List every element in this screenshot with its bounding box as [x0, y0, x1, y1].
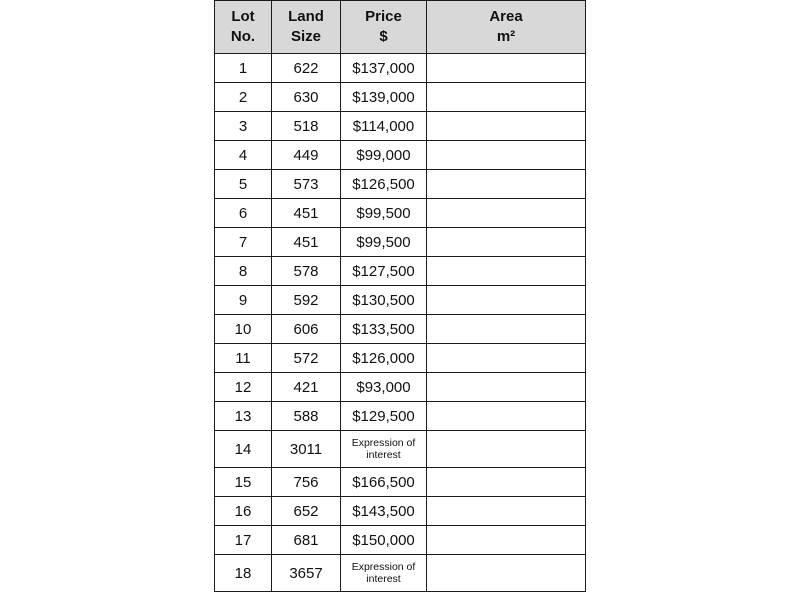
lot-number-cell: 14	[215, 431, 272, 468]
table-row	[215, 83, 586, 112]
land-size-cell: 681	[272, 526, 341, 555]
price-cell: $99,500	[341, 199, 427, 228]
price-cell: Expression of interest	[341, 555, 427, 592]
header-lot-no	[215, 1, 272, 54]
price-cell: $166,500	[341, 468, 427, 497]
land-size-cell: 578	[272, 257, 341, 286]
lot-number-cell: 2	[215, 83, 272, 112]
price-cell: $126,500	[341, 170, 427, 199]
area-cell	[427, 402, 586, 431]
table-row	[215, 373, 586, 402]
table-row	[215, 257, 586, 286]
price-cell: $133,500	[341, 315, 427, 344]
lot-number-cell: 8	[215, 257, 272, 286]
area-cell	[427, 199, 586, 228]
lot-number-cell: 16	[215, 497, 272, 526]
header-area-line1: Area	[489, 8, 523, 25]
area-cell	[427, 431, 586, 468]
lot-number-cell: 15	[215, 468, 272, 497]
land-size-cell: 3011	[272, 431, 341, 468]
area-cell	[427, 315, 586, 344]
price-cell: $130,500	[341, 286, 427, 315]
land-size-cell: 606	[272, 315, 341, 344]
header-row	[215, 1, 586, 54]
header-price-line1: Price	[365, 8, 402, 25]
header-land-line1: Land	[288, 8, 324, 25]
land-size-cell: 756	[272, 468, 341, 497]
area-cell	[427, 373, 586, 402]
area-cell	[427, 526, 586, 555]
header-land-line2: Size	[290, 28, 321, 45]
header-lot-line1: Lot	[231, 8, 255, 25]
land-size-cell: 630	[272, 83, 341, 112]
price-cell: $127,500	[341, 257, 427, 286]
lot-number-cell: 11	[215, 344, 272, 373]
area-cell	[427, 54, 586, 83]
table-body	[215, 54, 586, 592]
area-cell	[427, 555, 586, 592]
table-row	[215, 141, 586, 170]
lot-number-cell: 12	[215, 373, 272, 402]
area-cell	[427, 497, 586, 526]
price-cell: $99,500	[341, 228, 427, 257]
header-area-line2: m²	[496, 28, 516, 45]
price-cell: $114,000	[341, 112, 427, 141]
lot-number-cell: 18	[215, 555, 272, 592]
lot-number-cell: 6	[215, 199, 272, 228]
area-cell	[427, 112, 586, 141]
header-price-line2: $	[379, 28, 388, 45]
table-row	[215, 402, 586, 431]
table-row	[215, 228, 586, 257]
land-size-cell: 588	[272, 402, 341, 431]
land-size-cell: 451	[272, 228, 341, 257]
table-row	[215, 54, 586, 83]
table-row	[215, 431, 586, 468]
land-size-cell: 451	[272, 199, 341, 228]
price-cell: $139,000	[341, 83, 427, 112]
price-cell: $150,000	[341, 526, 427, 555]
table-row	[215, 112, 586, 141]
price-cell: Expression of interest	[341, 431, 427, 468]
land-size-cell: 652	[272, 497, 341, 526]
land-size-cell: 592	[272, 286, 341, 315]
header-price	[341, 1, 427, 54]
lot-number-cell: 4	[215, 141, 272, 170]
area-cell	[427, 344, 586, 373]
land-size-cell: 572	[272, 344, 341, 373]
lot-number-cell: 10	[215, 315, 272, 344]
price-cell: $129,500	[341, 402, 427, 431]
price-cell: $99,000	[341, 141, 427, 170]
lot-price-table-sheet	[214, 0, 585, 599]
header-lot-line2: No.	[230, 28, 256, 45]
lot-number-cell: 17	[215, 526, 272, 555]
lot-price-table	[214, 0, 586, 592]
lot-number-cell: 3	[215, 112, 272, 141]
header-land-size	[272, 1, 341, 54]
land-size-cell: 573	[272, 170, 341, 199]
lot-number-cell: 13	[215, 402, 272, 431]
table-row	[215, 497, 586, 526]
table-row	[215, 199, 586, 228]
area-cell	[427, 170, 586, 199]
header-area	[427, 1, 586, 54]
lot-number-cell: 9	[215, 286, 272, 315]
table-row	[215, 344, 586, 373]
lot-number-cell: 7	[215, 228, 272, 257]
land-size-cell: 518	[272, 112, 341, 141]
price-cell: $126,000	[341, 344, 427, 373]
lot-number-cell: 1	[215, 54, 272, 83]
price-cell: $143,500	[341, 497, 427, 526]
table-row	[215, 315, 586, 344]
land-size-cell: 3657	[272, 555, 341, 592]
table-row	[215, 468, 586, 497]
area-cell	[427, 286, 586, 315]
lot-number-cell: 5	[215, 170, 272, 199]
area-cell	[427, 83, 586, 112]
price-cell: $93,000	[341, 373, 427, 402]
table-row	[215, 526, 586, 555]
area-cell	[427, 228, 586, 257]
table-row	[215, 286, 586, 315]
area-cell	[427, 468, 586, 497]
area-cell	[427, 141, 586, 170]
land-size-cell: 449	[272, 141, 341, 170]
land-size-cell: 421	[272, 373, 341, 402]
table-row	[215, 555, 586, 592]
land-size-cell: 622	[272, 54, 341, 83]
table-row	[215, 170, 586, 199]
area-cell	[427, 257, 586, 286]
price-cell: $137,000	[341, 54, 427, 83]
